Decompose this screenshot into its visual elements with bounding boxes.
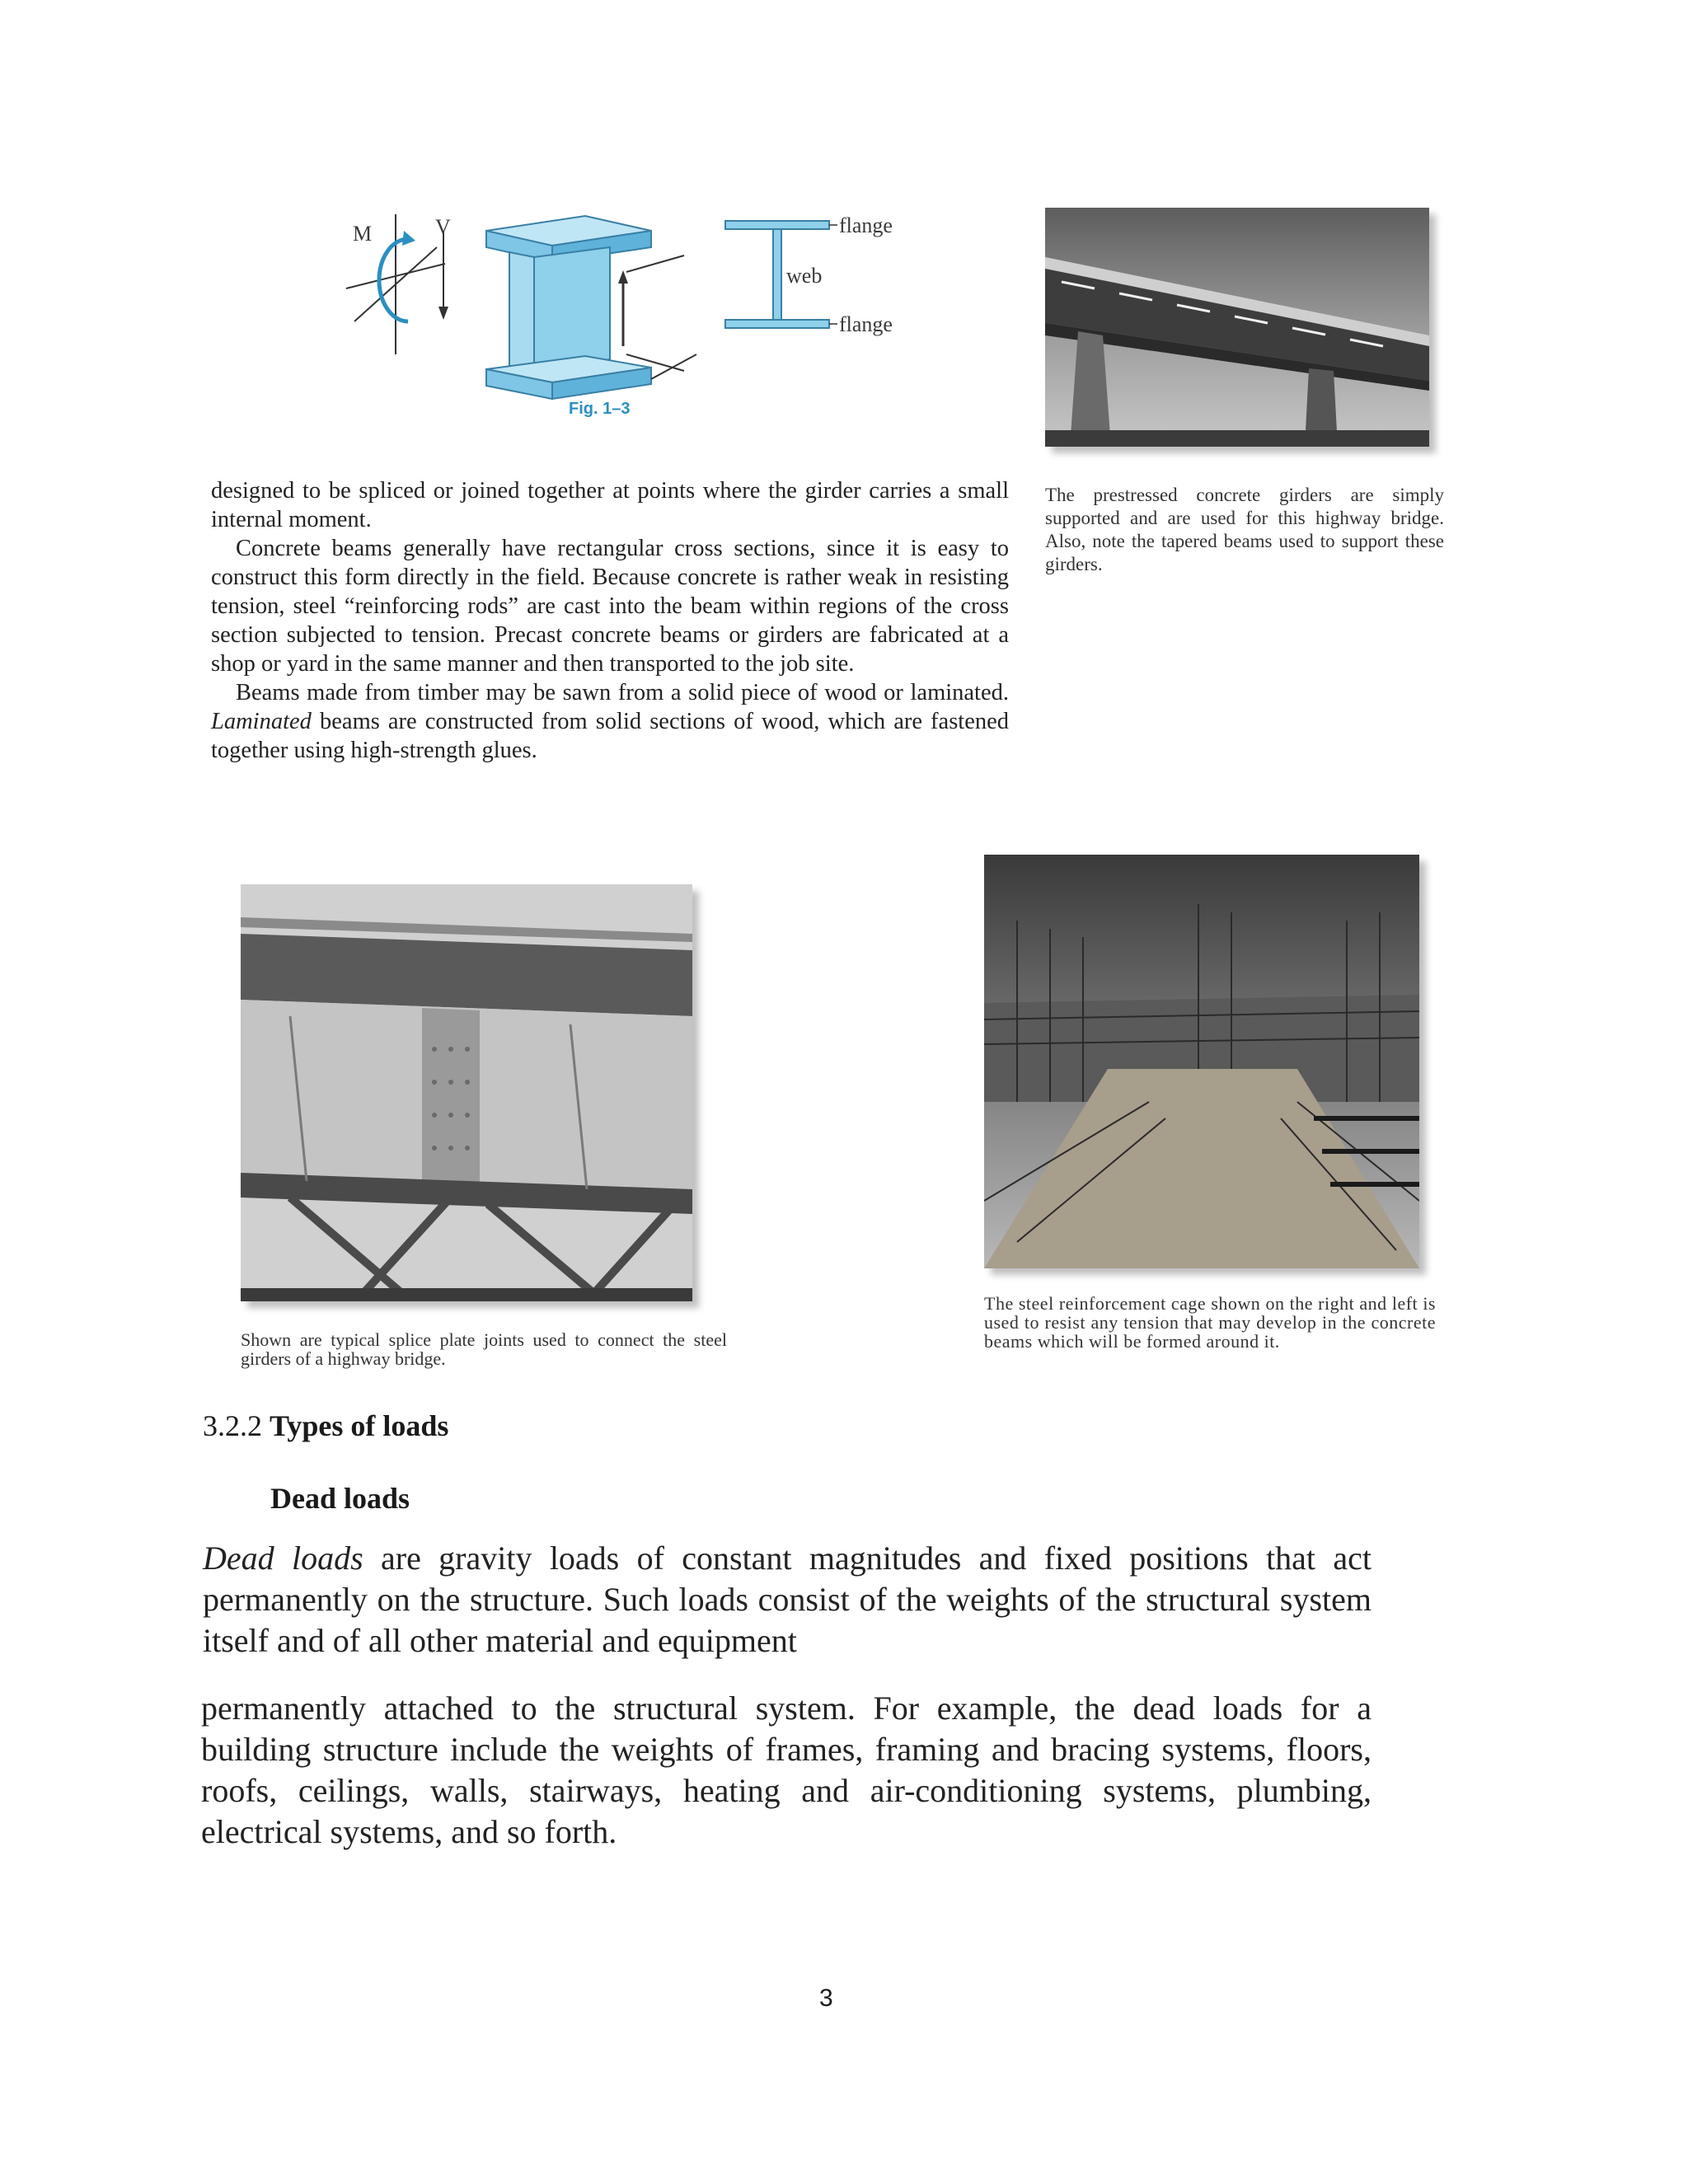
label-web: web xyxy=(786,264,823,288)
dead-loads-term: Dead loads xyxy=(203,1540,363,1577)
p3-before: Beams made from timber may be sawn from a solid piece of wood or laminated. xyxy=(236,680,1009,705)
figure-caption: Fig. 1–3 xyxy=(569,400,631,418)
body-paragraph-1: designed to be spliced or joined together at points where the girder carries a small internal moment. xyxy=(211,478,1009,532)
page-number: 3 xyxy=(819,1985,833,2012)
subheading-dead-loads: Dead loads xyxy=(270,1482,410,1515)
reinforcement-cage-photo xyxy=(984,855,1419,1268)
dead-loads-p1-text: are gravity loads of constant magnitudes and fixed positions that act permanently on the structure. Such loads consist of the weights of the structural system itself and of all other material and equipment xyxy=(203,1540,1372,1659)
cage-caption: The steel reinforcement cage shown on the right and left is used to resist any tension that may develop in the concrete beams which will be formed around it. xyxy=(984,1293,1436,1352)
section-heading xyxy=(203,1408,448,1444)
p3-after: beams are constructed from solid sections of wood, which are fastened together using high-strength glues. xyxy=(211,709,1010,763)
beam-figure xyxy=(330,198,907,429)
splice-photo xyxy=(241,884,692,1301)
label-flange-top: flange xyxy=(839,213,893,237)
body-text xyxy=(211,476,1009,765)
splice-caption: Shown are typical splice plate joints used to connect the steel girders of a highway bridge. xyxy=(241,1329,727,1369)
section-number: 3.2.2 xyxy=(203,1409,262,1442)
dead-loads-paragraph-1 xyxy=(203,1538,1372,1661)
section-title: Types of loads xyxy=(270,1409,449,1442)
label-v: V xyxy=(435,215,451,239)
p3-emphasis: Laminated xyxy=(211,709,312,734)
bridge-photo xyxy=(1045,208,1429,447)
i-beam-3d xyxy=(486,216,696,399)
dead-loads-paragraph-2: permanently attached to the structural system. For example, the dead loads for a building structure include the weights of frames, framing and bracing systems, floors, roofs, ceilings, walls, stairways, heating and air-conditioning systems, plumbing, electrical systems, and so forth. xyxy=(201,1690,1372,1850)
body-paragraph-3 xyxy=(211,678,1009,765)
label-m: M xyxy=(353,222,373,246)
body-paragraph-2: Concrete beams generally have rectangular cross sections, since it is easy to construct this form directly in the field. Because concrete is rather weak in resisting tension, steel “reinforcing rods” are cast into the beam within regions of the cross section subjected to tension. Precast concrete beams or girders are fabricated at a shop or yard in the same manner and then transported to the job site. xyxy=(211,536,1009,677)
bridge-caption: The prestressed concrete girders are simply supported and are used for this highway bridge. Also, note the tapered beams used to support these girders. xyxy=(1045,485,1444,574)
label-flange-bottom: flange xyxy=(839,312,893,336)
